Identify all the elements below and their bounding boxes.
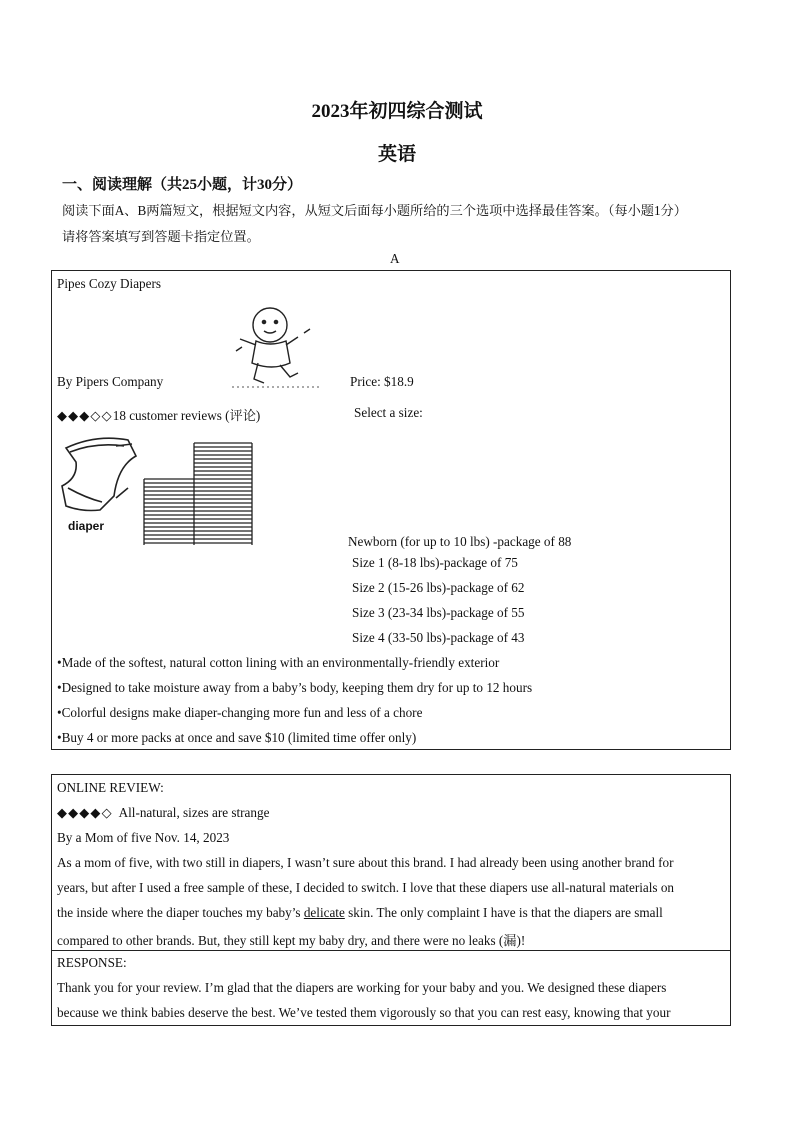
- product-company: By Pipers Company: [57, 374, 164, 389]
- product-name: Pipes Cozy Diapers: [57, 276, 162, 291]
- product-price: Price: $18.9: [350, 374, 414, 389]
- review-box: [51, 774, 731, 1026]
- size-option-3: Size 3 (23-34 lbs)-package of 55: [352, 605, 525, 620]
- response-line-2: because we think babies deserve the best. We’ve tested them vigorously so that you can rest easy, knowing that your: [57, 1005, 671, 1020]
- response-heading: RESPONSE:: [57, 955, 127, 970]
- review-line-3-start: the inside where the diaper touches my baby’s: [57, 905, 304, 920]
- select-size-label: Select a size:: [354, 405, 423, 420]
- diaper-illustration: [56, 426, 140, 536]
- underlined-word: delicate: [303, 905, 345, 920]
- review-line-2: years, but after I used a free sample of these, I decided to switch. I love that these diapers use all-natural materials on: [57, 880, 675, 895]
- size-option-4: Size 4 (33-50 lbs)-package of 43: [352, 630, 525, 645]
- review-line-1: As a mom of five, with two still in diapers, I wasn’t sure about this brand. I had already been using another brand for: [57, 855, 674, 870]
- diaper-caption: diaper: [68, 519, 105, 533]
- size-option-2: Size 2 (15-26 lbs)-package of 62: [352, 580, 525, 595]
- product-box: [51, 270, 731, 750]
- product-rating: [57, 405, 260, 424]
- review-line-4: compared to other brands. But, they still kept my baby dry, and there were no leaks (漏)!: [57, 933, 526, 948]
- review-count: 18 customer reviews (评论): [112, 408, 261, 423]
- response-line-1: Thank you for your review. I’m glad that the diapers are working for your baby and you. We designed these diapers: [57, 980, 667, 995]
- passage-label: A: [390, 251, 400, 266]
- review-line-3: [57, 905, 663, 921]
- rating-stars: ◆◆◆◇◇: [57, 408, 113, 423]
- exam-title: 2023年初四综合测试: [311, 101, 483, 122]
- review-divider: [52, 950, 730, 951]
- review-line-3-end: skin. The only complaint I have is that the diapers are small: [344, 905, 663, 920]
- feature-3: •Colorful designs make diaper-changing more fun and less of a chore: [57, 705, 423, 720]
- review-stars: ◆◆◆◆◇: [57, 805, 113, 820]
- review-title-line: [57, 805, 269, 821]
- instruction-line-1: 阅读下面A、B两篇短文，根据短文内容，从短文后面每小题所给的三个选项中选择最佳答案。（每小题1分）: [62, 203, 687, 218]
- review-heading: ONLINE REVIEW:: [57, 780, 164, 795]
- review-byline: By a Mom of five Nov. 14, 2023: [57, 830, 230, 845]
- feature-4: •Buy 4 or more packs at once and save $10 (limited time offer only): [57, 730, 417, 745]
- feature-2: •Designed to take moisture away from a baby’s body, keeping them dry for up to 12 hours: [57, 680, 533, 695]
- feature-1: •Made of the softest, natural cotton lining with an environmentally-friendly exterior: [57, 655, 500, 670]
- instruction-line-2: 请将答案填写到答题卡指定位置。: [62, 229, 260, 244]
- review-title: All-natural, sizes are strange: [118, 805, 270, 820]
- section-heading: 一、阅读理解（共25小题，计30分）: [62, 177, 303, 193]
- subject-title: 英语: [377, 144, 416, 165]
- size-option-newborn: Newborn (for up to 10 lbs) -package of 88: [348, 534, 572, 549]
- baby-illustration: [232, 303, 322, 389]
- diaper-stacks-illustration: [142, 441, 254, 547]
- size-option-1: Size 1 (8-18 lbs)-package of 75: [352, 555, 518, 570]
